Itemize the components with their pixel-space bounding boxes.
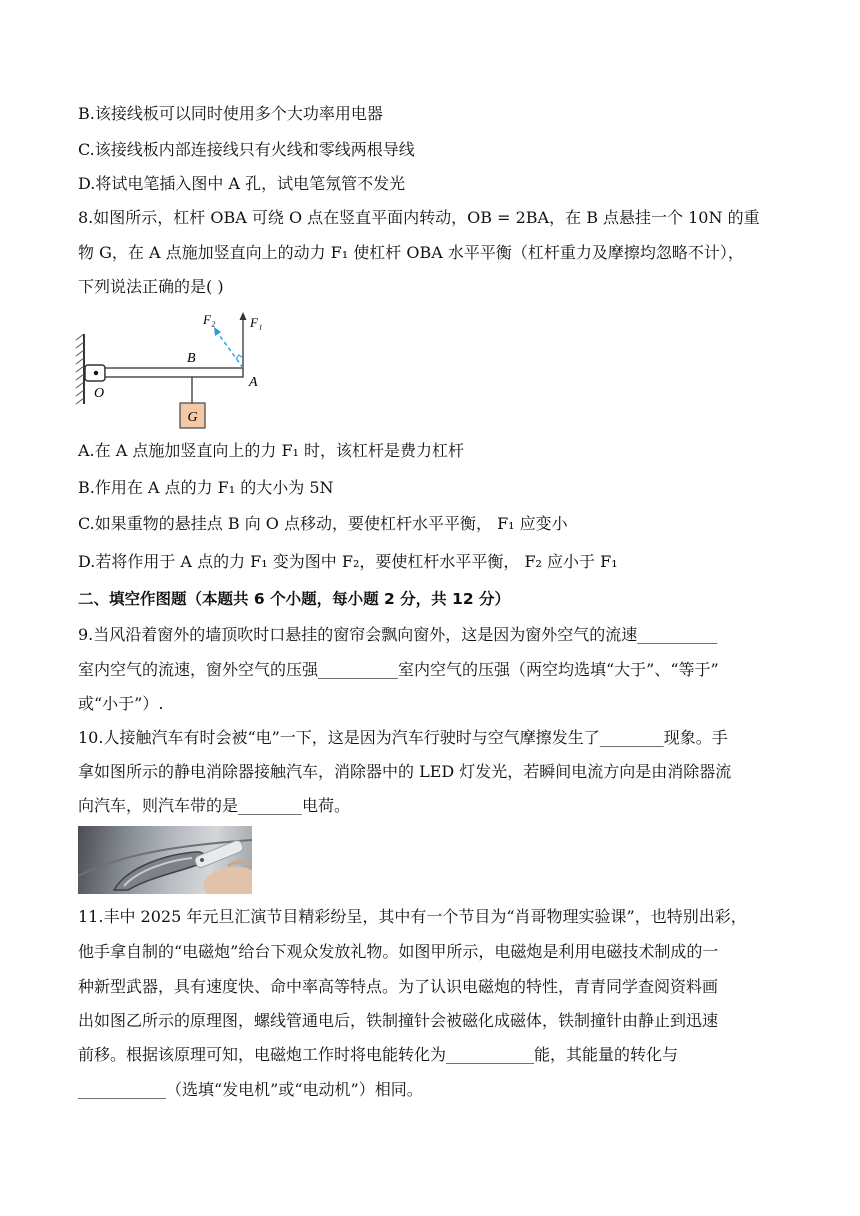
q11-line6: ___________（选填“发电机”或“电动机”）相同。 — [78, 1080, 423, 1099]
f2-arrowhead — [214, 327, 221, 336]
f2-arrow — [217, 332, 243, 368]
lever-figure — [74, 304, 284, 434]
q11-line5: 前移。根据该原理可知，电磁炮工作时将电能转化为___________能，其能量的转化与 — [78, 1045, 679, 1064]
car-door-photo-drawing — [78, 826, 252, 894]
q11-line2: 他手拿自制的“电磁炮”给台下观众发放礼物。如图甲所示，电磁炮是利用电磁技术制成的一 — [78, 942, 719, 961]
point-o-label: O — [94, 386, 105, 401]
f1-label: F₁ — [250, 315, 263, 330]
weight-label: G — [187, 410, 198, 425]
lever-bar — [105, 368, 243, 377]
q11-line4: 出如图乙所示的原理图，螺线管通电后，铁制撞针会被磁化成磁体，铁制撞针由静止到迅速 — [78, 1011, 719, 1030]
q7-option-b: B.该接线板可以同时使用多个大功率用电器 — [78, 104, 383, 123]
q10-line3: 向汽车，则汽车带的是________电荷。 — [78, 796, 351, 815]
f1-arrowhead — [240, 312, 247, 320]
q11-line1: 11.丰中 2025 年元旦汇演节目精彩纷呈，其中有一个节目为“肖哥物理实验课”，也特别出彩， — [78, 907, 747, 926]
q8-stem-line2: 物 G，在 A 点施加竖直向上的动力 F₁ 使杠杆 OBA 水平平衡（杠杆重力及摩擦均忽略不计）， — [78, 243, 744, 262]
q9-line2: 室内空气的流速，窗外空气的压强__________室内空气的压强（两空均选填“大于”、“等于” — [78, 660, 719, 679]
q10-line2: 拿如图所示的静电消除器接触汽车，消除器中的 LED 灯发光，若瞬间电流方向是由消除器流 — [78, 762, 732, 781]
q8-stem-line1: 8.如图所示，杠杆 OBA 可绕 O 点在竖直平面内转动，OB = 2BA，在 B 点悬挂一个 10N 的重 — [78, 208, 760, 227]
right-angle-mark — [236, 355, 243, 359]
q8-stem-line3: 下列说法正确的是( ) — [78, 277, 224, 296]
q7-option-d: D.将试电笔插入图中 A 孔，试电笔氖管不发光 — [78, 174, 406, 193]
section-2-heading: 二、填空作图题（本题共 6 个小题，每小题 2 分，共 12 分） — [78, 590, 511, 608]
q11-line3: 种新型武器，具有速度快、命中率高等特点。为了认识电磁炮的特性，青青同学查阅资料画 — [78, 977, 719, 996]
car-door-photo — [78, 826, 252, 894]
wall-hatch — [76, 334, 84, 404]
f2-label: F₂ — [203, 312, 216, 327]
point-b-label: B — [187, 351, 196, 366]
q7-option-c: C.该接线板内部连接线只有火线和零线两根导线 — [78, 140, 415, 159]
q10-line1: 10.人接触汽车有时会被“电”一下，这是因为汽车行驶时与空气摩擦发生了________现象。手 — [78, 728, 728, 747]
pivot-point — [94, 371, 98, 375]
q8-option-b: B.作用在 A 点的力 F₁ 的大小为 5N — [78, 478, 334, 497]
q8-option-c: C.如果重物的悬挂点 B 向 O 点移动，要使杠杆水平平衡， F₁ 应变小 — [78, 514, 568, 533]
q8-option-d: D.若将作用于 A 点的力 F₁ 变为图中 F₂，要使杠杆水平平衡， F₂ 应小于 F₁ — [78, 552, 618, 571]
point-a-label: A — [249, 375, 258, 390]
q9-line3: 或“小于”）. — [78, 694, 164, 713]
q8-option-a: A.在 A 点施加竖直向上的力 F₁ 时，该杠杆是费力杠杆 — [78, 441, 465, 460]
q9-line1: 9.当风沿着窗外的墙顶吹时口悬挂的窗帘会飘向窗外，这是因为窗外空气的流速__________ — [78, 625, 718, 644]
